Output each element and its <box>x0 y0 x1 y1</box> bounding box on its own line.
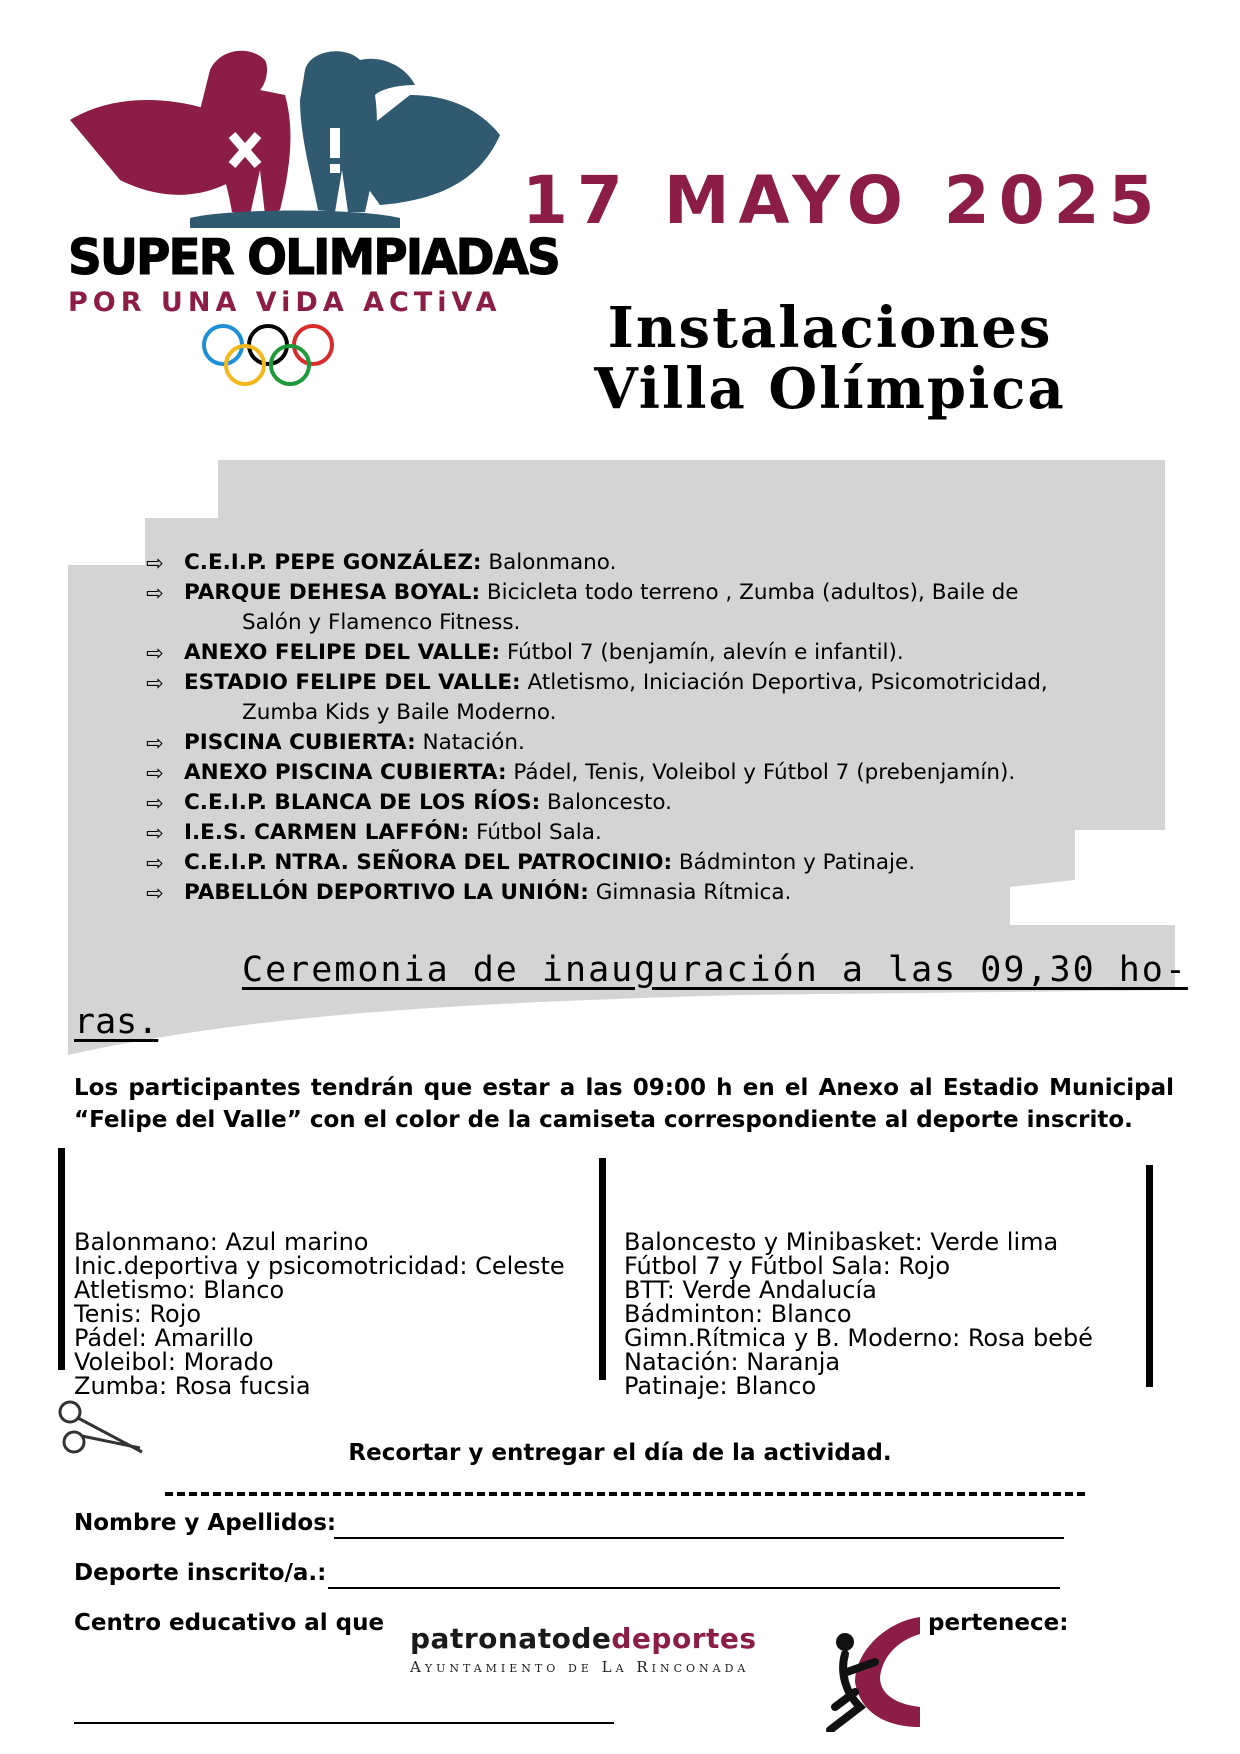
superheroes-icon <box>60 40 520 240</box>
name-field[interactable] <box>334 1537 1064 1539</box>
cut-instruction: Recortar y entregar el día de la actividad. <box>348 1440 892 1466</box>
ceremony-text-line1: Ceremonia de inauguración a las 09,30 ho- <box>242 950 1188 990</box>
shirt-color-item: Patinaje: Blanco <box>624 1372 817 1400</box>
event-date: 17 MAYO 2025 <box>522 162 1164 239</box>
activity-place: ESTADIO FELIPE DEL VALLE: <box>184 670 521 695</box>
shirt-color-item: Atletismo: Blanco <box>74 1276 285 1304</box>
activity-item <box>140 728 1150 758</box>
activity-place: ANEXO PISCINA CUBIERTA: <box>184 760 507 785</box>
name-label: Nombre y Apellidos: <box>74 1510 337 1536</box>
shirt-color-item: Gimn.Rítmica y B. Moderno: Rosa bebé <box>624 1324 1093 1352</box>
activity-sports: Fútbol 7 (benjamín, alevín e infantil). <box>506 640 904 665</box>
logo-title: SUPER OLIMPIADAS <box>68 228 559 287</box>
activity-place: PISCINA CUBIERTA: <box>184 730 416 755</box>
activity-sports: Baloncesto. <box>547 790 672 815</box>
activity-item <box>140 818 1150 848</box>
activity-sports: Gimnasia Rítmica. <box>595 880 792 905</box>
arrow-right-icon: ⇨ <box>146 551 164 575</box>
venue-title-line1: Instalaciones <box>607 295 1053 361</box>
arrow-right-icon: ⇨ <box>146 791 164 815</box>
shirt-color-item: Baloncesto y Minibasket: Verde lima <box>624 1228 1059 1256</box>
shirt-color-item: Inic.deportiva y psicomotricidad: Celeste <box>74 1252 565 1280</box>
activity-sports-cont: Zumba Kids y Baile Moderno. <box>242 700 557 725</box>
patronato-logo <box>410 1622 810 1676</box>
arrow-right-icon: ⇨ <box>146 581 164 605</box>
arrow-right-icon: ⇨ <box>146 881 164 905</box>
sport-label: Deporte inscrito/a.: <box>74 1560 327 1586</box>
arrow-right-icon: ⇨ <box>146 761 164 785</box>
venue-title-line2: Villa Olímpica <box>594 356 1066 422</box>
arrow-right-icon: ⇨ <box>146 731 164 755</box>
activity-sports: Atletismo, Iniciación Deportiva, Psicomotricidad, <box>527 670 1048 695</box>
shirt-color-item: Zumba: Rosa fucsia <box>74 1372 311 1400</box>
arrow-right-icon: ⇨ <box>146 641 164 665</box>
activity-sports-cont: Salón y Flamenco Fitness. <box>242 610 521 635</box>
shirt-color-item: Bádminton: Blanco <box>624 1300 852 1328</box>
sport-field[interactable] <box>328 1587 1060 1589</box>
activity-item <box>140 878 1150 908</box>
shirt-color-item: Tenis: Rojo <box>74 1300 202 1328</box>
activity-list <box>140 548 1150 908</box>
patronato-de-text: de <box>571 1622 612 1655</box>
patronato-text: patronato <box>410 1622 572 1655</box>
cut-dashed-line <box>165 1492 1085 1496</box>
arrow-right-icon: ⇨ <box>146 671 164 695</box>
activity-item <box>140 668 1150 728</box>
activity-item <box>140 638 1150 668</box>
shirt-color-item: Natación: Naranja <box>624 1348 841 1376</box>
activity-item <box>140 548 1150 578</box>
activity-place: PARQUE DEHESA BOYAL: <box>184 580 481 605</box>
shirt-color-item: Fútbol 7 y Fútbol Sala: Rojo <box>624 1252 951 1280</box>
divider-bar <box>58 1148 65 1370</box>
activity-item <box>140 848 1150 878</box>
activity-sports: Natación. <box>422 730 525 755</box>
ceremony-text-line2: ras. <box>74 1002 159 1042</box>
activity-item <box>140 788 1150 818</box>
athlete-emblem-icon <box>825 1612 925 1732</box>
activity-place: C.E.I.P. PEPE GONZÁLEZ: <box>184 550 482 575</box>
shirt-color-item: BTT: Verde Andalucía <box>624 1276 877 1304</box>
olympic-rings-icon <box>198 320 348 390</box>
activity-place: C.E.I.P. BLANCA DE LOS RÍOS: <box>184 790 541 815</box>
center-label: Centro educativo al que <box>74 1610 385 1636</box>
center-label-end: pertenece: <box>928 1610 1069 1636</box>
shirt-colors-left <box>74 1230 594 1398</box>
shirt-colors-right <box>624 1230 1144 1398</box>
shirt-color-item: Pádel: Amarillo <box>74 1324 254 1352</box>
activity-item <box>140 578 1150 638</box>
divider-bar <box>599 1158 606 1380</box>
super-olimpiadas-logo <box>60 40 559 390</box>
activity-sports: Fútbol Sala. <box>476 820 602 845</box>
divider-bar <box>1146 1165 1153 1387</box>
activity-place: ANEXO FELIPE DEL VALLE: <box>184 640 501 665</box>
activity-place: C.E.I.P. NTRA. SEÑORA DEL PATROCINIO: <box>184 850 673 875</box>
arrow-right-icon: ⇨ <box>146 851 164 875</box>
activity-sports: Pádel, Tenis, Voleibol y Fútbol 7 (prebenjamín). <box>513 760 1016 785</box>
activity-place: I.E.S. CARMEN LAFFÓN: <box>184 820 470 845</box>
activity-sports: Balonmano. <box>488 550 617 575</box>
shirt-color-item: Balonmano: Azul marino <box>74 1228 369 1256</box>
center-field[interactable] <box>74 1722 614 1724</box>
arrow-right-icon: ⇨ <box>146 821 164 845</box>
logo-subtitle: POR UNA ViDA ACTiVA <box>68 287 502 318</box>
patronato-deportes-text: deportes <box>611 1622 757 1655</box>
activity-sports: Bádminton y Patinaje. <box>678 850 916 875</box>
shirt-color-item: Voleibol: Morado <box>74 1348 274 1376</box>
activity-item <box>140 758 1150 788</box>
patronato-subtitle: Ayuntamiento de La Rinconada <box>410 1658 750 1676</box>
participant-instructions: Los participantes tendrán que estar a las 09:00 h en el Anexo al Estadio Municipal “Felipe del Valle” con el color de la camiseta correspondiente al deporte inscrito. <box>74 1075 1174 1133</box>
activity-sports: Bicicleta todo terreno , Zumba (adultos), Baile de <box>486 580 1019 605</box>
activity-place: PABELLÓN DEPORTIVO LA UNIÓN: <box>184 880 589 905</box>
